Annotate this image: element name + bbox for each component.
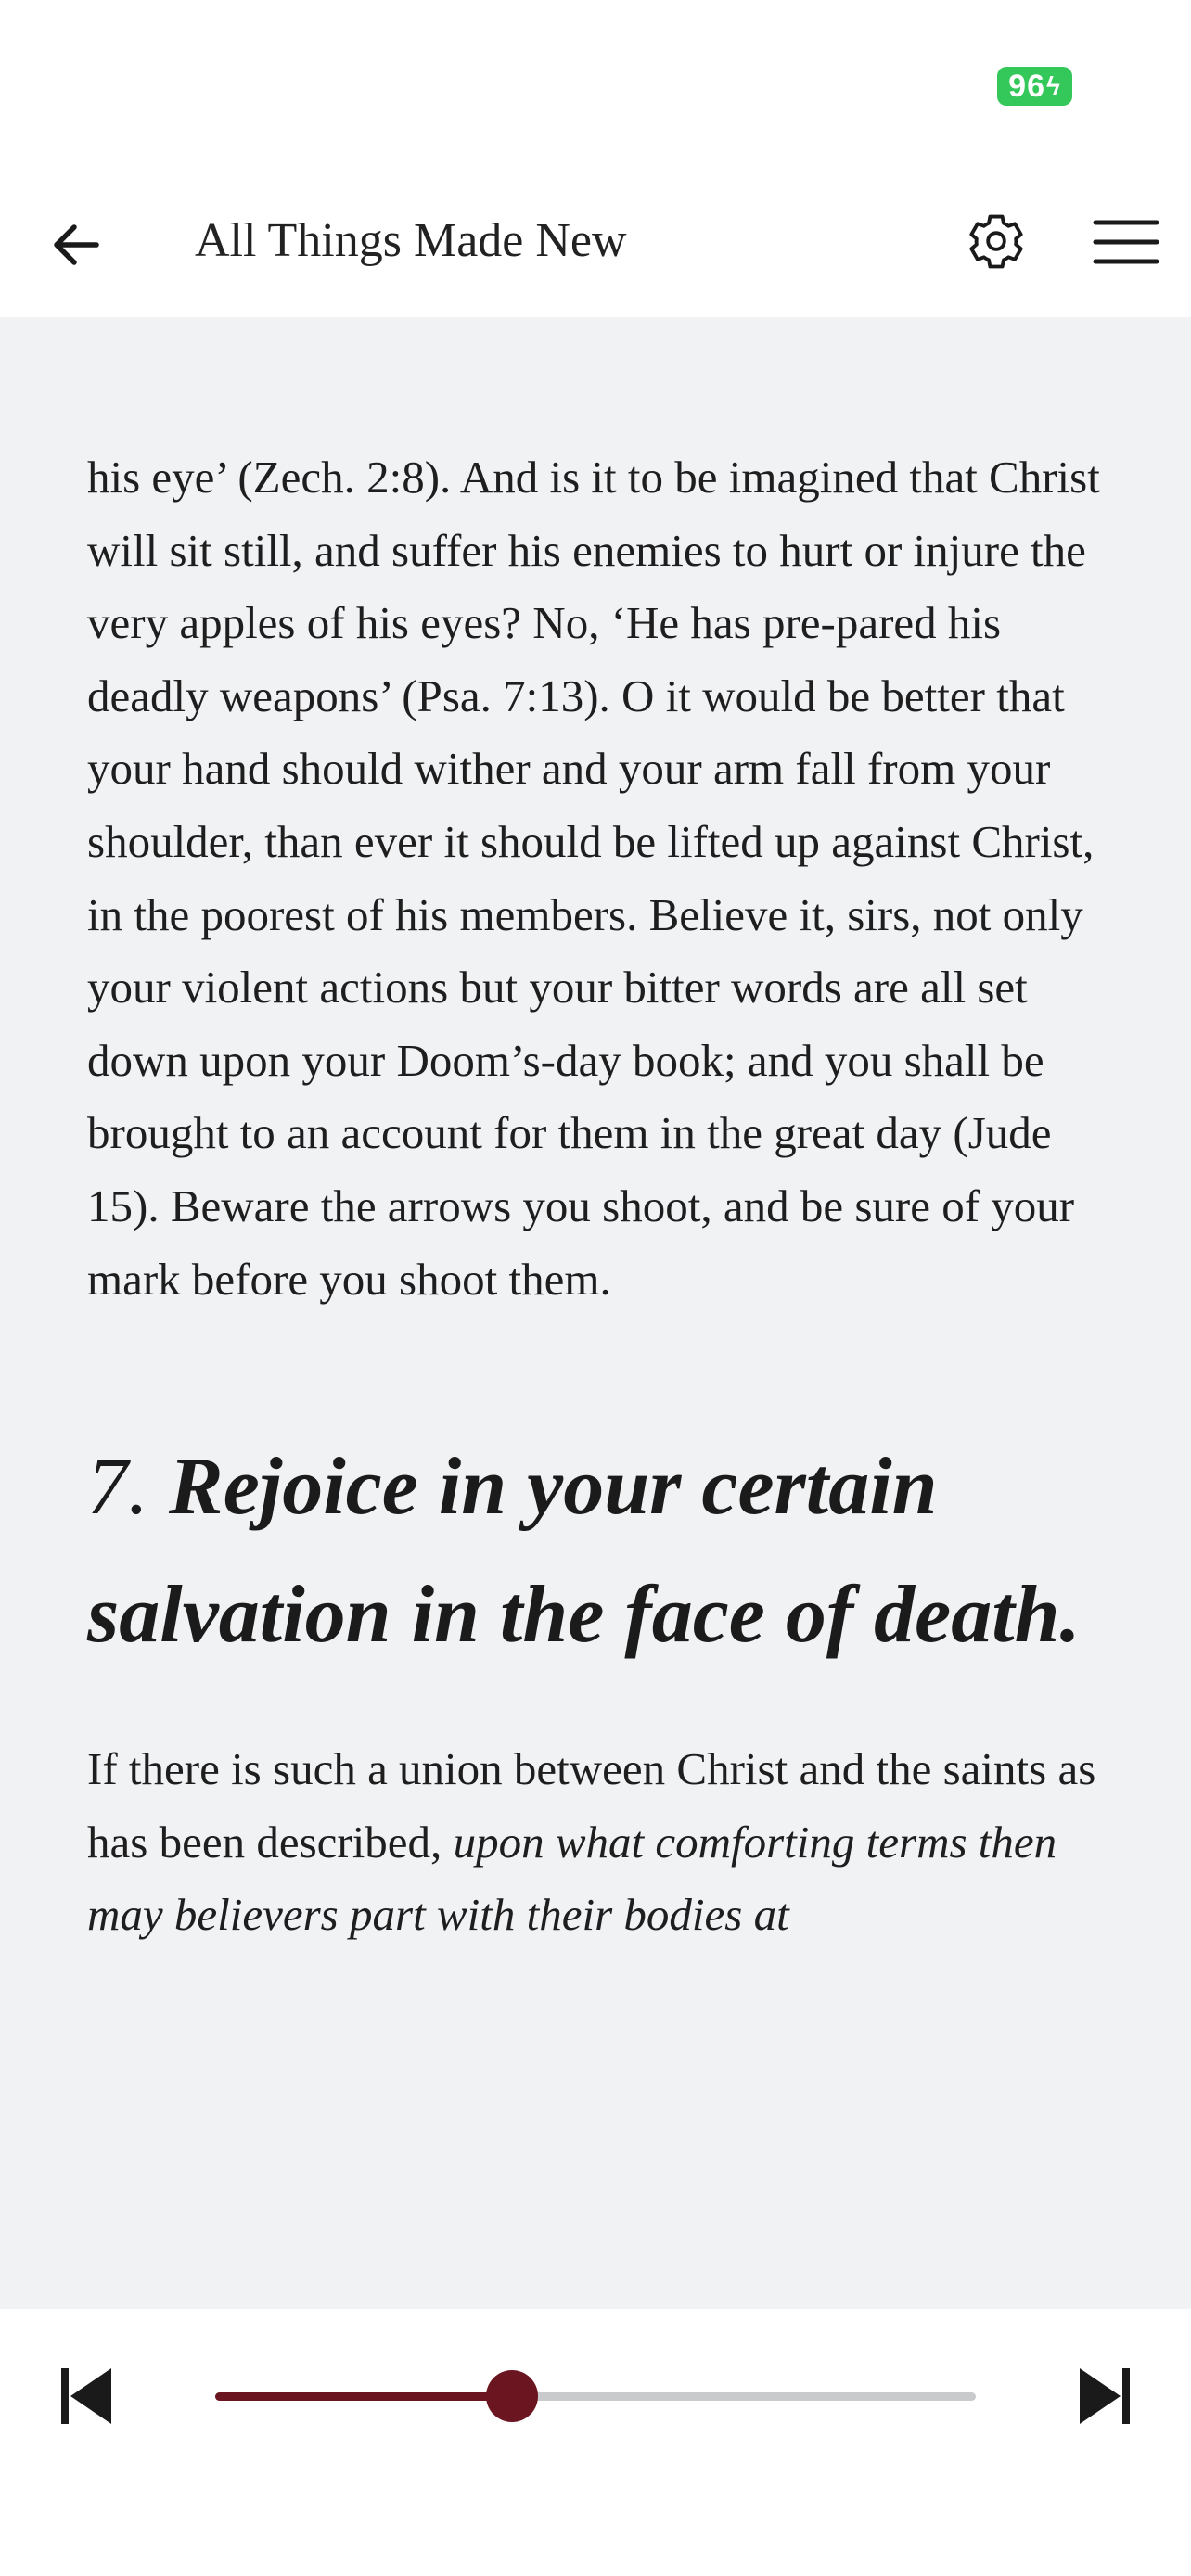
slider-thumb[interactable] — [486, 2370, 538, 2422]
reader-footer — [0, 2309, 1191, 2576]
battery-indicator — [997, 67, 1072, 106]
arrow-left-icon — [50, 219, 102, 271]
charging-bolt-icon: ϟ — [1046, 71, 1061, 100]
status-bar — [0, 0, 1191, 176]
body-text: If there is such a union between Christ and the saints as has been described, — [87, 1743, 1096, 1868]
body-paragraph-2 — [87, 1733, 1117, 1952]
top-app-bar — [0, 176, 1191, 317]
menu-button[interactable] — [1087, 210, 1165, 274]
body-text-italic: upon what comforting terms then may believers part with their bodies at — [87, 1816, 1057, 1941]
section-number: 7. — [87, 1442, 148, 1533]
slider-fill — [215, 2392, 512, 2401]
back-button[interactable] — [41, 210, 111, 280]
settings-button[interactable] — [963, 208, 1030, 274]
gear-icon — [966, 210, 1027, 272]
battery-level: 96 — [1008, 69, 1045, 104]
body-paragraph: his eye’ (Zech. 2:8). And is it to be imagined that Christ will sit still, and suffer his enemies to hurt or injure the very apples of his eyes? No, ‘He has pre-pared his deadly weapons’ (Psa. 7:13). O it would be better that your hand should wither and your arm fall from your shoulder, than ever it should be lifted up against Christ, in the poorest of his members. Believe it, sirs, not only your violent actions but your bitter words are all set down upon your Doom’s-day book; and you shall be brought to an account for them in the great day (Jude 15). Beware the arrows you shoot, and be sure of your mark before you shoot them. — [87, 452, 1100, 1305]
section-heading — [87, 1423, 1117, 1679]
previous-chapter-button[interactable] — [58, 2365, 115, 2428]
section-title: Rejoice in your certain salvation in the face of death. — [87, 1442, 1081, 1661]
skip-previous-icon — [58, 2365, 115, 2428]
next-chapter-button[interactable] — [1076, 2365, 1133, 2428]
skip-next-icon — [1076, 2365, 1133, 2428]
hamburger-menu-icon — [1093, 218, 1159, 266]
book-title: All Things Made New — [195, 214, 627, 267]
reading-progress-slider[interactable] — [215, 2376, 976, 2417]
reader-content — [87, 441, 1117, 1952]
